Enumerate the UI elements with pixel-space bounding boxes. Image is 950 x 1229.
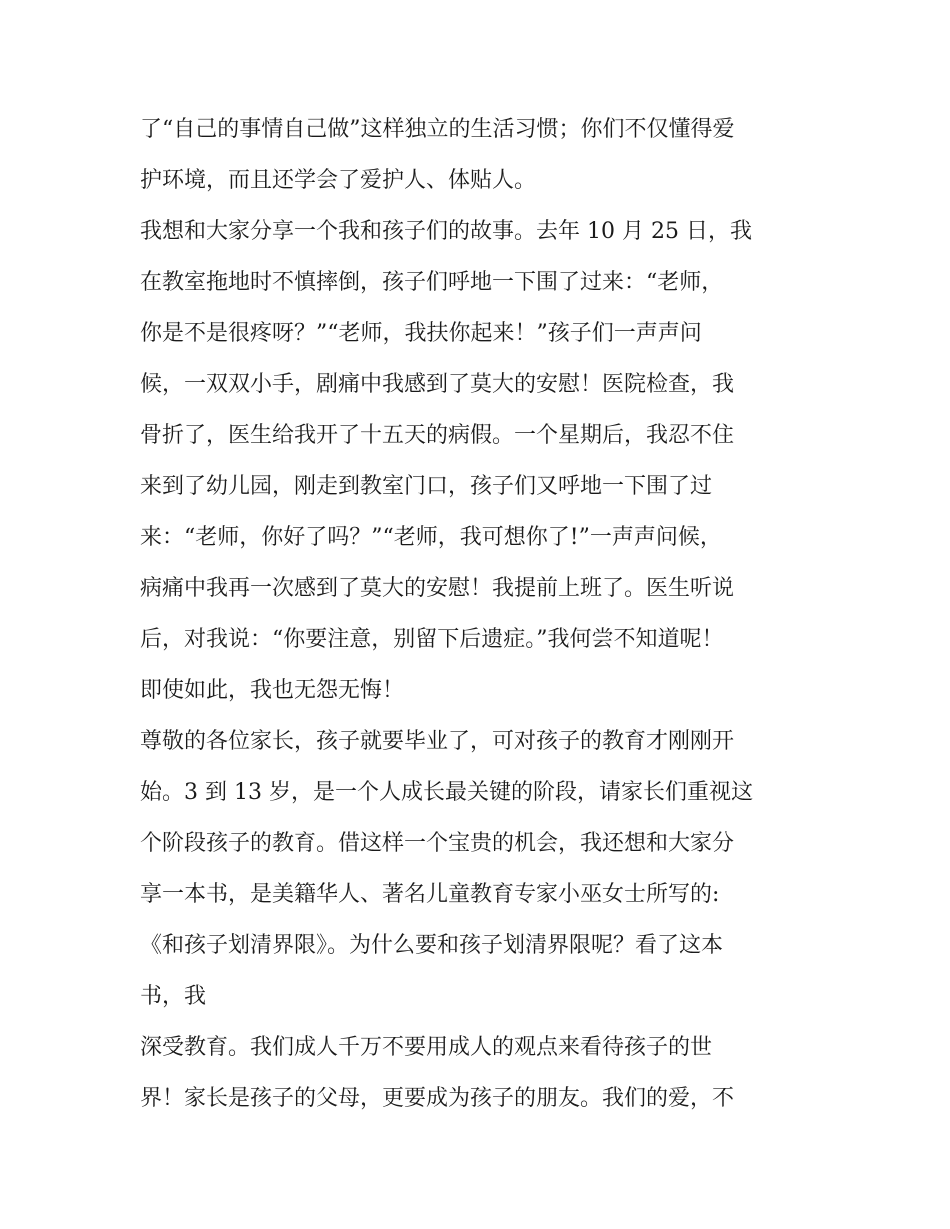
text-line: 了“自己的事情自己做”这样独立的生活习惯；你们不仅懂得爱 <box>140 117 735 142</box>
text-line: 个阶段孩子的教育。借这样一个宝贵的机会，我还想和大家分 <box>140 831 735 856</box>
text-line: 候，一双双小手，剧痛中我感到了莫大的安慰！医院检查，我 <box>140 372 735 397</box>
text-line: 来到了幼儿园，刚走到教室门口，孩子们又呼地一下围了过 <box>140 474 713 499</box>
text-line: 界！家长是孩子的父母，更要成为孩子的朋友。我们的爱，不 <box>140 1086 735 1111</box>
text-line: 享一本书，是美籍华人、著名儿童教育专家小巫女士所写的: <box>140 882 720 907</box>
text-line: 深受教育。我们成人千万不要用成人的观点来看待孩子的世 <box>140 1035 713 1060</box>
text-line: 护环境，而且还学会了爱护人、体贴人。 <box>140 168 537 193</box>
text-line: 始。3 到 13 岁，是一个人成长最关键的阶段，请家长们重视这 <box>140 780 753 805</box>
text-line: 后，对我说：“你要注意，别留下后遗症。”我何尝不知道呢！ <box>140 627 724 652</box>
text-line: 书，我 <box>140 984 207 1009</box>
text-line: 尊敬的各位家长，孩子就要毕业了，可对孩子的教育才刚刚开 <box>140 729 735 754</box>
text-line: 骨折了，医生给我开了十五天的病假。一个星期后，我忍不住 <box>140 423 735 448</box>
text-line: 病痛中我再一次感到了莫大的安慰！我提前上班了。医生听说 <box>140 576 735 601</box>
text-line: 我想和大家分享一个我和孩子们的故事。去年 10 月 25 日，我 <box>140 219 752 244</box>
text-line: 即使如此，我也无怨无悔！ <box>140 678 405 703</box>
body-text <box>140 104 820 1124</box>
text-line: 你是不是很疼呀？”“老师，我扶你起来！”孩子们一声声问 <box>140 321 702 346</box>
text-line: 来：“老师，你好了吗？”“老师，我可想你了!”一声声问候， <box>140 525 722 550</box>
text-line: 在教室拖地时不慎摔倒，孩子们呼地一下围了过来：“老师， <box>140 270 724 295</box>
text-line: 《和孩子划清界限》。为什么要和孩子划清界限呢？看了这本 <box>140 933 724 958</box>
